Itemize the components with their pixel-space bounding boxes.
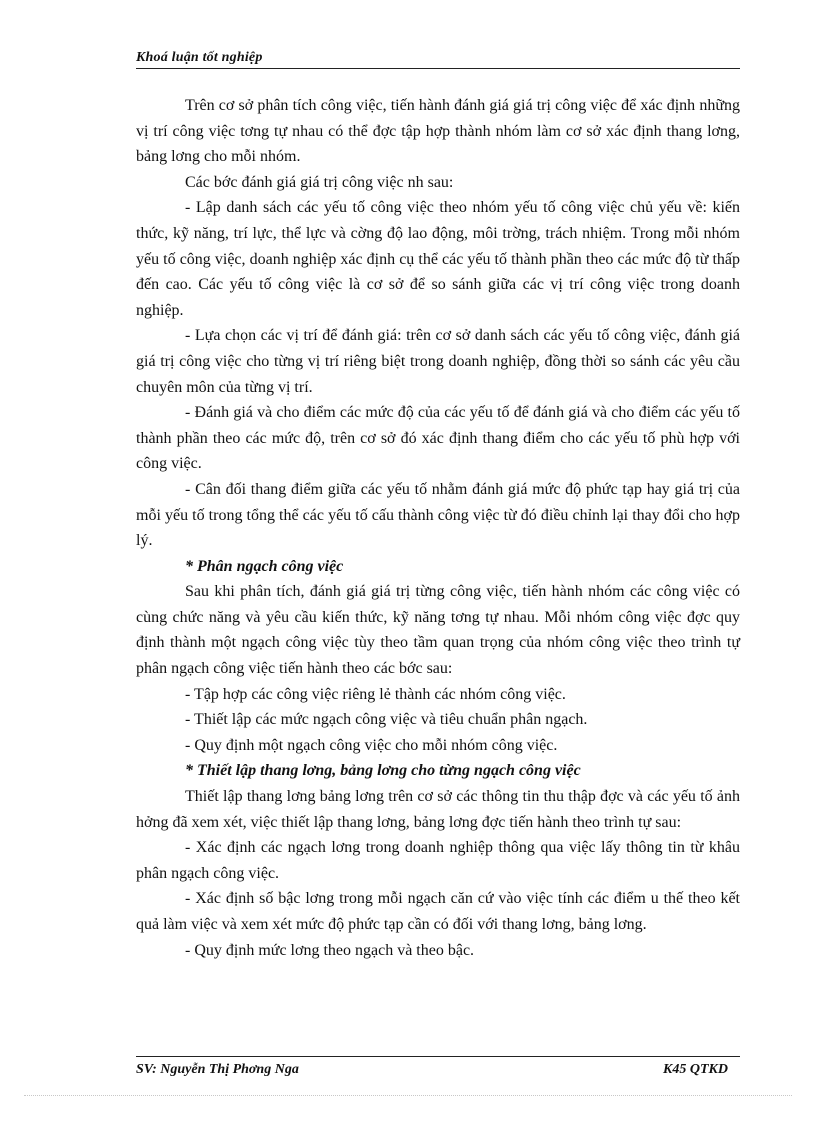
paragraph: Sau khi phân tích, đánh giá giá trị từng công việc, tiến hành nhóm các công việc có cùng chức năng và yêu cầu kiến thức, kỹ năng tơng tự nhau. Mỗi nhóm công việc đợc quy định thành một ngạch công việc tùy theo tầm quan trọng của nhóm công việc theo trình tự phân ngạch công việc tiến hành theo các bớc sau:	[136, 583, 740, 678]
paragraph: - Cân đối thang điểm giữa các yếu tố nhằm đánh giá mức độ phức tạp hay giá trị của mỗi yếu tố trong tổng thể các yếu tố cấu thành công việc từ đó điều chỉnh lại thay đổi cho hợp lý.	[136, 480, 740, 550]
header-title: Khoá luận tốt nghiệp	[136, 50, 263, 65]
page-header	[136, 50, 740, 69]
paragraph: - Lập danh sách các yếu tố công việc theo nhóm yếu tố công việc chủ yếu về: kiến thức, kỹ năng, trí lực, thể lực và cờng độ lao động, môi trờng, trách nhiệm. Trong mỗi nhóm yếu tố công việc, doanh nghiệp xác định cụ thể các yếu tố thành phần theo các mức độ từ thấp đến cao. Các yếu tố công việc là cơ sở để so sánh giữa các vị trí công việc trong doanh nghiệp.	[136, 199, 740, 319]
section-heading: * Thiết lập thang lơng, bảng lơng cho từng ngạch công việc	[185, 762, 581, 780]
list-item: - Tập hợp các công việc riêng lẻ thành các nhóm công việc.	[185, 685, 566, 703]
footer-author: SV: Nguyễn Thị Phơng Nga	[136, 1062, 299, 1077]
paragraph: - Đánh giá và cho điểm các mức độ của các yếu tố để đánh giá và cho điểm các yếu tố thành phần theo các mức độ, trên cơ sở đó xác định thang điểm cho các yếu tố phù hợp với công việc.	[136, 404, 740, 473]
document-body	[136, 93, 740, 963]
list-item: - Quy định một ngạch công việc cho mỗi nhóm công việc.	[185, 736, 558, 754]
page-boundary-line	[24, 1095, 792, 1096]
paragraph: - Quy định mức lơng theo ngạch và theo bậc.	[185, 941, 475, 959]
paragraph: - Lựa chọn các vị trí để đánh giá: trên cơ sở danh sách các yếu tố công việc, đánh giá giá trị công việc cho từng vị trí riêng biệt trong doanh nghiệp, đồng thời so sánh các yêu cầu chuyên môn của từng vị trí.	[136, 327, 740, 396]
paragraph: Thiết lập thang lơng bảng lơng trên cơ sở các thông tin thu thập đợc và các yếu tố ảnh hởng đã xem xét, việc thiết lập thang lơng, bảng lơng đợc tiến hành theo trình tự sau:	[136, 788, 740, 831]
footer-class: K45 QTKD	[663, 1062, 728, 1077]
list-item: - Thiết lập các mức ngạch công việc và tiêu chuẩn phân ngạch.	[185, 711, 588, 729]
paragraph: - Xác định số bậc lơng trong mỗi ngạch căn cứ vào việc tính các điểm u thế theo kết quả làm việc và xem xét mức độ phức tạp cần có đối với thang lơng, bảng lơng.	[136, 890, 740, 933]
page-footer	[136, 1056, 740, 1079]
section-heading: * Phân ngạch công việc	[185, 557, 344, 575]
paragraph: - Xác định các ngạch lơng trong doanh nghiệp thông qua việc lấy thông tin từ khâu phân ngạch công việc.	[136, 839, 740, 882]
paragraph: Trên cơ sở phân tích công việc, tiến hành đánh giá giá trị công việc để xác định những vị trí công việc tơng tự nhau có thể đợc tập hợp thành nhóm làm cơ sở xác định thang lơng, bảng lơng cho mỗi nhóm.	[136, 97, 740, 166]
paragraph: Các bớc đánh giá giá trị công việc nh sau:	[185, 173, 454, 191]
